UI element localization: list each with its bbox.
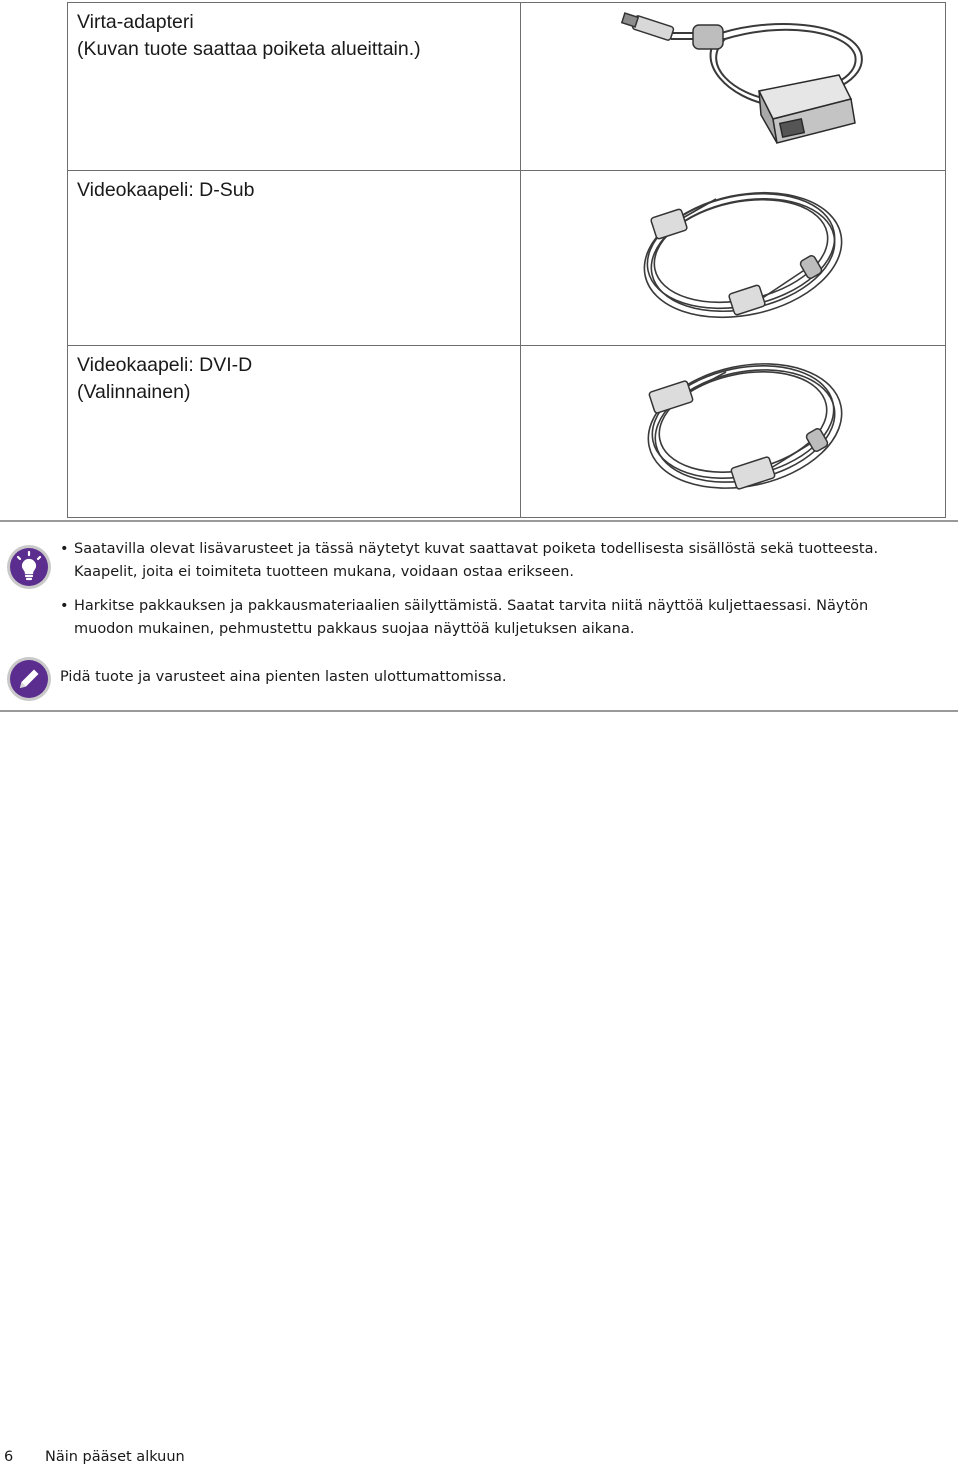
- dvi-d-cable-illustration: [521, 346, 960, 505]
- accessories-table: [67, 2, 946, 518]
- list-item: [60, 595, 940, 641]
- d-sub-cable-illustration: [521, 171, 960, 333]
- bullet-dot: •: [60, 541, 69, 557]
- accessory-name: Videokaapeli: DVI-D: [77, 354, 253, 376]
- accessory-name: Virta-adapteri: [77, 11, 194, 33]
- accessory-label-cell: [68, 171, 521, 346]
- table-row: [68, 171, 946, 346]
- section-name: Näin pääset alkuun: [45, 1449, 185, 1465]
- note-text: Saatavilla olevat lisävarusteet ja tässä näytetyt kuvat saattavat poiketa todellisesta sisällöstä sekä tuotteesta.: [74, 541, 879, 557]
- accessory-note: (Valinnainen): [77, 381, 191, 403]
- note-text: Kaapelit, joita ei toimiteta tuotteen mukana, voidaan ostaa erikseen.: [74, 564, 574, 580]
- warning-text: Pidä tuote ja varusteet aina pienten lasten ulottumattomissa.: [60, 669, 507, 685]
- accessory-image-cell: [521, 346, 946, 518]
- accessory-label-cell: [68, 3, 521, 171]
- accessory-image-cell: [521, 3, 946, 171]
- table-row: [68, 3, 946, 171]
- pencil-icon: [6, 656, 52, 702]
- notes-section: [0, 520, 958, 712]
- power-adapter-illustration: [521, 3, 960, 158]
- note-text: muodon mukainen, pehmustettu pakkaus suojaa näyttöä kuljetuksen aikana.: [74, 621, 635, 637]
- list-item: [60, 538, 940, 584]
- page-number: 6: [4, 1449, 14, 1465]
- bullet-dot: •: [60, 598, 69, 614]
- accessory-image-cell: [521, 171, 946, 346]
- table-row: [68, 346, 946, 518]
- accessory-note: (Kuvan tuote saattaa poiketa alueittain.): [77, 38, 421, 60]
- lightbulb-icon: [6, 544, 52, 590]
- accessory-name: Videokaapeli: D-Sub: [77, 179, 255, 201]
- accessory-label-cell: [68, 346, 521, 518]
- note-text: Harkitse pakkauksen ja pakkausmateriaalien säilyttämistä. Saatat tarvita niitä näyttöä kuljettaessasi. Näytön: [74, 598, 869, 614]
